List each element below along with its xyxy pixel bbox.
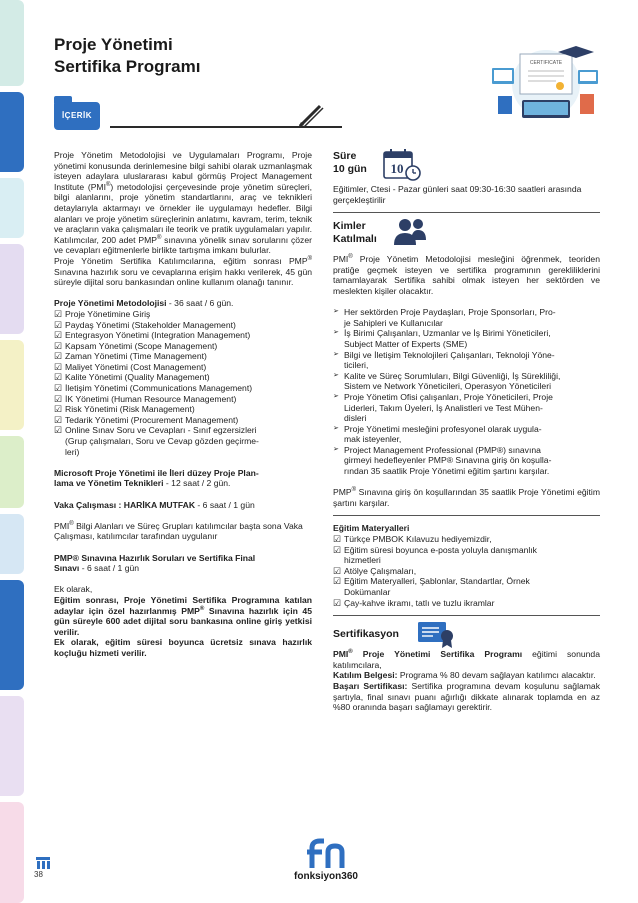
material-item-text: Türkçe PMBOK Kılavuzu hediyemizdir,: [344, 534, 492, 545]
ms-heading: [54, 478, 312, 489]
audience-item: [333, 371, 600, 382]
audience-item-cont: girmeyi hedefleyenler PMP® Sınavına giriş ön koşulla-: [344, 455, 552, 466]
checkbox-icon: ☑: [54, 351, 63, 362]
audience-item-text: Proje Yönetimi mesleğini profesyonel olarak uygula-: [344, 423, 542, 434]
sert-text: Proje Yönetimi Sertifika Programı: [352, 649, 523, 660]
method-item-text: Tedarik Yönetimi (Procurement Management): [65, 414, 239, 425]
kimler-intro: [333, 254, 600, 296]
ms-duration: - 12 saat / 2 gün.: [163, 478, 231, 489]
title-line: Proje Yönetimi: [54, 35, 173, 54]
audience-item-cont: ticileri,: [344, 360, 369, 371]
audience-item-cont: mak isteyenler,: [344, 434, 402, 445]
vaka-text: PMI: [54, 520, 70, 531]
reg-mark: ®: [348, 649, 353, 656]
method-item: [54, 309, 312, 320]
brand-mini-icon: [36, 857, 50, 869]
audience-item-cont: Liderleri, Takım Üyeleri, İş Analistleri ve Test Mühen-: [344, 402, 543, 413]
section-tab[interactable]: [0, 514, 24, 574]
method-item: [54, 415, 312, 426]
checkbox-icon: ☑: [333, 576, 342, 587]
audience-item-cont: je Sahipleri ve Kullanıcılar: [344, 317, 443, 328]
sert-paragraph-1: [333, 649, 600, 670]
audience-item: [333, 445, 600, 456]
method-item: [54, 362, 312, 373]
reg-mark: ®: [156, 234, 162, 241]
intro-text: Proje Yönetim Metodolojisi ve Uygulamaları Programı, Proje yönetimi konusunda derinlemesine bilgi sahibi olarak uzmanlaşmak isteyen adaylara uluslararası kabul görmüş Project Management Institute (PMI: [54, 150, 312, 192]
material-item: [333, 534, 600, 545]
sure-title: [333, 150, 600, 175]
certificate-illustration: [490, 40, 602, 126]
sert-header: [333, 623, 600, 649]
audience-item-text: Bilgi ve İletişim Teknolojileri Çalışanları, Teknoloji Yöne-: [344, 349, 555, 360]
section-tab[interactable]: [0, 436, 24, 508]
method-item-text: Proje Yönetimine Giriş: [65, 308, 151, 319]
materials-title: Eğitim Materyalleri: [333, 523, 410, 534]
vaka-title: Vaka Çalışması : HARİKA MUTFAK: [54, 499, 196, 510]
intro-paragraph: [54, 150, 312, 256]
materials-list: [333, 534, 600, 608]
section-tab[interactable]: [0, 802, 24, 903]
method-item-cont: leri): [65, 446, 80, 457]
arrow-bullet-icon: ➢: [333, 445, 339, 453]
method-item: [54, 320, 312, 331]
kimler-text: Proje Yönetim Metodolojisi mesleğini öğrenmek, teoriden pratiğe geçmek isteyen ve sertifika programının gerekliliklerini tamamlayarak Sertifika sahibi olmak isteyen her sektörden ve meslekten kişiler olacaktır.: [333, 254, 600, 296]
sure-label: 10 gün: [333, 162, 367, 175]
checkbox-icon: ☑: [54, 383, 63, 394]
method-item: [54, 330, 312, 341]
calendar-number: 10: [390, 161, 404, 176]
audience-item-cont: disleri: [344, 413, 367, 424]
material-item-text: Eğitim Materyalleri, Şablonlar, Standartlar, Örnek: [344, 576, 530, 587]
reg-mark: ®: [199, 605, 205, 612]
brand-logo[interactable]: [276, 838, 376, 888]
kimler-text: PMI: [333, 254, 349, 265]
audience-item-cont: Subject Matter of Experts (SME): [344, 338, 468, 349]
divider: [333, 212, 600, 213]
checkbox-icon: ☑: [54, 425, 63, 436]
method-item-text: İK Yönetimi (Human Resource Management): [65, 393, 237, 404]
checkbox-icon: ☑: [54, 404, 63, 415]
section-tab[interactable]: [0, 178, 24, 238]
checkbox-icon: ☑: [54, 340, 63, 351]
sert-paragraph-2: [333, 670, 600, 681]
divider: [333, 515, 600, 516]
ek-paragraph: [54, 595, 312, 637]
intro-text: Sınavına hazırlık soru ve cevaplarına erişim hakkı verilerek, 45 gün süreyle dijital soru bankasından online kullanım olanağı tanınır.: [54, 266, 312, 288]
sert-paragraph-3: [333, 681, 600, 713]
audience-item-text: Kalite ve Süreç Sorumluları, Bilgi Güvenliği, İş Sürekliliği,: [344, 370, 561, 381]
audience-item: [333, 392, 600, 403]
method-item-text: İletişim Yönetimi (Communications Management): [65, 383, 253, 394]
certificate-label: CERTIFICATE: [529, 60, 563, 66]
method-item: [54, 404, 312, 415]
audience-item: [333, 350, 600, 361]
checkbox-icon: ☑: [54, 372, 63, 383]
method-item-text: Kalite Yönetimi (Quality Management): [65, 372, 210, 383]
ms-title: Microsoft Proje Yönetimi ile İleri düzey Proje Plan-: [54, 467, 259, 478]
certificate-icon: [417, 619, 457, 649]
vaka-desc: [54, 521, 312, 542]
method-title: Proje Yönetimi Metodolojisi: [54, 298, 167, 309]
checkbox-icon: ☑: [333, 565, 342, 576]
ek-paragraph-2: Ek olarak, eğitim süresi boyunca ücretsiz sınava hazırlık koçluğu hizmeti verilir.: [54, 637, 312, 658]
page-title: [54, 34, 200, 78]
method-item: [54, 372, 312, 383]
method-item: [54, 351, 312, 362]
intro-paragraph-2: [54, 256, 312, 288]
material-item: [333, 576, 600, 587]
material-item-text: Eğitim süresi boyunca e-posta yoluyla danışmanlık: [344, 544, 537, 555]
kimler-title: [333, 220, 600, 245]
method-item-text: Zaman Yönetimi (Time Management): [65, 351, 207, 362]
reg-mark: ®: [307, 256, 312, 263]
method-item-cont: (Grup çalışmaları, Soru ve Cevap gözden geçirme-: [65, 436, 259, 447]
section-tab[interactable]: [0, 92, 24, 172]
method-item: [54, 383, 312, 394]
material-item-cont: hizmetleri: [344, 555, 381, 566]
pmp-duration: - 6 saat / 1 gün: [79, 563, 140, 574]
icerik-header: [54, 96, 324, 136]
pmp-note: [333, 487, 600, 508]
section-tab[interactable]: [0, 0, 24, 86]
checkbox-icon: ☑: [333, 544, 342, 555]
arrow-bullet-icon: ➢: [333, 350, 339, 358]
reg-mark: ®: [348, 254, 353, 261]
kimler-label: Katılmalı: [333, 232, 377, 245]
arrow-bullet-icon: ➢: [333, 424, 339, 432]
method-item-text: Online Sınav Soru ve Cevapları - Sınıf egzersizleri: [65, 425, 257, 436]
method-heading: [54, 298, 312, 309]
intro-text: sınavına yönelik sınav sorularını çözer ve cevapları eğitmenlerle birlikte tartışma imkanı bulurlar.: [54, 234, 312, 256]
ek-label: Ek olarak,: [54, 584, 93, 595]
material-item-text: Çay-kahve ikramı, tatlı ve tuzlu ikramlar: [344, 597, 495, 608]
sure-header: [333, 150, 600, 184]
sert-text: Programa % 80 devam sağlayan katılımcı alacaktır.: [397, 670, 596, 681]
method-item: [54, 341, 312, 352]
pmp-title-2: Sınavı: [54, 563, 80, 574]
method-item-text: Risk Yönetimi (Risk Management): [65, 404, 195, 415]
audience-item-text: Her sektörden Proje Paydaşları, Proje Sponsorları, Pro-: [344, 307, 556, 318]
icerik-folder-badge: İÇERİK: [54, 102, 100, 130]
sert-title: Sertifikasyon: [333, 628, 399, 641]
pencil-icon: [296, 100, 326, 130]
audience-item-text: İş Birimi Çalışanları, Uzmanlar ve İş Birimi Yöneticileri,: [344, 328, 551, 339]
pmp-title: PMP® Sınavına Hazırlık Soruları ve Sertifika Final: [54, 552, 256, 563]
arrow-bullet-icon: ➢: [333, 392, 339, 400]
ek-text: Eğitim sonrası, Proje Yönetimi Sertifika Programına katılan adaylar için özel hazırlanmış PMP: [54, 594, 312, 616]
pmp-note-text: PMP: [333, 487, 352, 498]
audience-item-text: Proje Yönetim Ofisi çalışanları, Proje Yöneticileri, Proje: [344, 391, 553, 402]
section-tab[interactable]: [0, 244, 24, 334]
material-item-text: Atölye Çalışmaları,: [344, 565, 417, 576]
brand-number: 360: [341, 871, 358, 882]
people-icon: [393, 218, 427, 246]
section-tab[interactable]: [0, 696, 24, 796]
sure-text: Eğitimler, Ctesi - Pazar günleri saat 09:30-16:30 saatleri arasında gerçekleştirilir: [333, 184, 582, 205]
pmp-note-text: Sınavına giriş ön koşullarından 35 saatlik Proje Yönetimi eğitim şartını karşılar.: [333, 487, 600, 508]
method-item-text: Maliyet Yönetimi (Cost Management): [65, 361, 207, 372]
vaka-heading: [54, 500, 312, 511]
ek-text: Sınavına hazırlık için 45 gün süreyle 600 adet dijital soru bankasına online giriş yetkisi verilir.: [54, 605, 312, 637]
audience-item-cont: Sistem ve Network Yöneticileri, Operasyon Yöneticileri: [344, 381, 551, 392]
material-item: [333, 545, 600, 556]
brand-text: fonksiyon: [294, 871, 342, 882]
checkbox-icon: ☑: [333, 534, 342, 545]
section-tab[interactable]: [0, 340, 24, 430]
audience-item-text: Project Management Professional (PMP®) sınavına: [344, 444, 541, 455]
vaka-text: Bilgi Alanları ve Süreç Grupları katılımcılar başta sona Vaka Çalışması, katılımcılar tarafından uygulanır: [54, 520, 303, 542]
sert-text: Sertifika programına devam koşulunu sağlamak şartıyla, final sınavı puanı ağırlığı dikkate alınarak toplamda en az %80 oranında başarı sağlamayı gerektirir.: [333, 680, 600, 713]
kimler-label: Kimler: [333, 220, 366, 233]
method-list: [54, 309, 312, 426]
method-item: [54, 394, 312, 405]
checkbox-icon: ☑: [54, 330, 63, 341]
page-number: 38: [34, 870, 43, 879]
reg-mark: ®: [69, 520, 74, 527]
audience-item-cont: rından 35 saatlik Proje Yönetimi eğitim şartını karşılar.: [344, 466, 550, 477]
material-item: [333, 598, 600, 609]
material-item-cont: Dokümanlar: [344, 587, 391, 597]
brand-name: [276, 871, 376, 882]
method-item: [54, 425, 312, 436]
audience-item: [333, 424, 600, 435]
sure-label: Süre: [333, 150, 357, 162]
method-duration: - 36 saat / 6 gün.: [166, 298, 234, 309]
sert-text: eğitimi sonunda katılımcılara,: [333, 649, 600, 670]
sert-text: PMI: [333, 649, 349, 660]
vaka-duration: - 6 saat / 1 gün: [195, 499, 255, 510]
method-item-text: Entegrasyon Yönetimi (Integration Management): [65, 330, 251, 341]
reg-mark: ®: [351, 487, 357, 494]
material-item: [333, 566, 600, 577]
arrow-bullet-icon: ➢: [333, 329, 339, 337]
left-column: [54, 150, 312, 659]
audience-list: [333, 307, 600, 477]
method-item-text: Paydaş Yönetimi (Stakeholder Management): [65, 319, 236, 330]
method-item-text: Kapsam Yönetimi (Scope Management): [65, 340, 218, 351]
arrow-bullet-icon: ➢: [333, 308, 339, 316]
ms-title-2: lama ve Yönetim Teknikleri: [54, 478, 164, 489]
audience-item: [333, 328, 600, 339]
kimler-header: [333, 220, 600, 254]
sert-label: Katılım Belgesi:: [333, 670, 398, 681]
title-line: Sertifika Programı: [54, 57, 201, 76]
section-tab-strip: [0, 0, 24, 903]
arrow-bullet-icon: ➢: [333, 371, 339, 379]
fonksiyon-logo-icon: [304, 838, 348, 870]
right-column: [333, 150, 600, 713]
reg-mark: ®: [105, 181, 111, 188]
calendar-icon: [383, 148, 421, 182]
divider: [333, 615, 600, 616]
checkbox-icon: ☑: [54, 319, 63, 330]
sert-label: Başarı Sertifikası:: [333, 680, 408, 691]
pmp-heading: [54, 563, 312, 574]
checkbox-icon: ☑: [333, 597, 342, 608]
checkbox-icon: ☑: [54, 393, 63, 404]
checkbox-icon: ☑: [54, 361, 63, 372]
audience-item: [333, 307, 600, 318]
checkbox-icon: ☑: [54, 308, 63, 319]
intro-text: ) metodolojisi çerçevesinde proje yönetim süreçleri, bilgi alanlarını, proje yönetim standartlarını, araç ve teknikleri detaylarıyla aktarmayı ve örnekler ile uygulamayı hedefler. Bilgi alanları ve proje yönetim süreçlerinin anlatımı, kavram, terim, teknik ve araçların vaka çalışmaları ile teorik ve pratik uygulamaları yapılır. Katılımcılar, 200 adet PMP: [54, 181, 313, 245]
intro-text: Proje Yönetim Sertifika Katılımcılarına, eğitim sonrası PMP: [54, 255, 308, 266]
checkbox-icon: ☑: [54, 414, 63, 425]
section-tab[interactable]: [0, 580, 24, 690]
